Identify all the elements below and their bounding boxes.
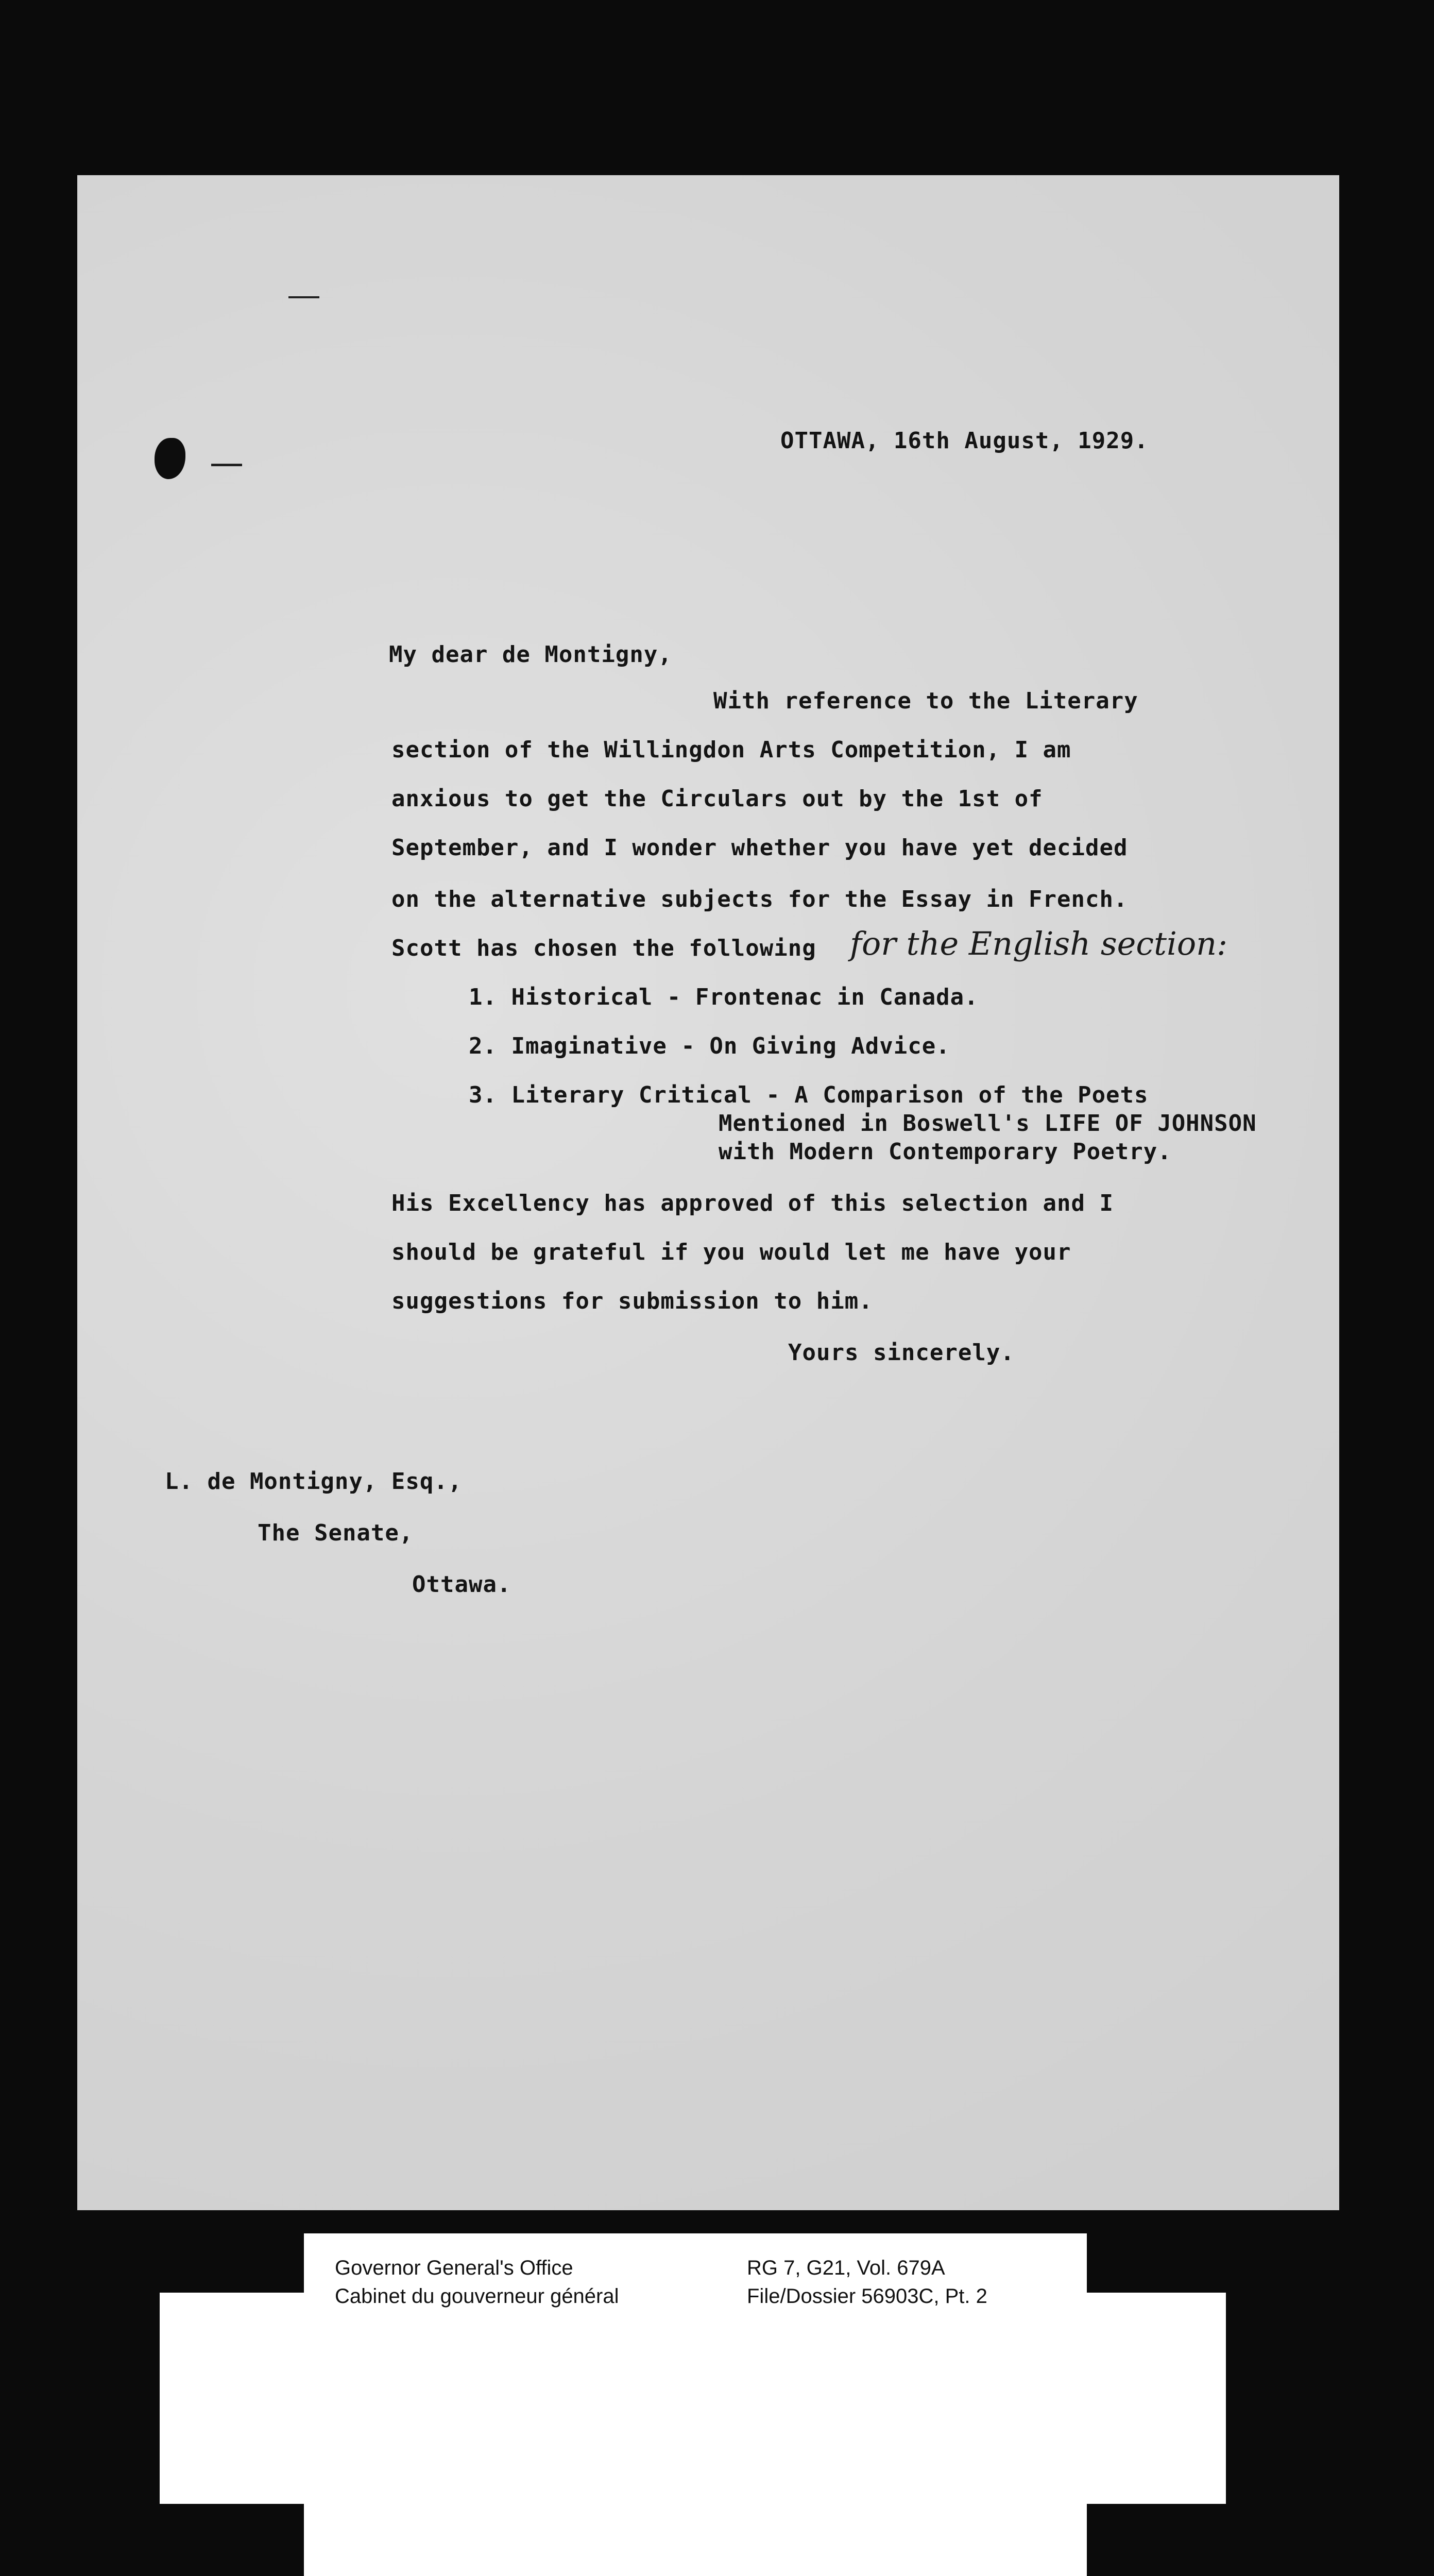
address-line: L. de Montigny, Esq., — [165, 1468, 463, 1495]
list-item: 3. Literary Critical - A Comparison of the Poets — [469, 1082, 1149, 1108]
list-item: 2. Imaginative - On Giving Advice. — [469, 1033, 950, 1059]
ink-blot — [155, 438, 185, 479]
dateline: OTTAWA, 16th August, 1929. — [780, 428, 1149, 454]
body-line: With reference to the Literary — [713, 688, 1138, 714]
salutation: My dear de Montigny, — [389, 641, 672, 668]
body-line: Scott has chosen the following — [391, 935, 816, 961]
address-line: Ottawa. — [412, 1571, 511, 1598]
margin-mark — [288, 296, 319, 298]
closing-line: should be grateful if you would let me have your — [391, 1239, 1071, 1265]
archive-label-tab — [304, 2233, 1087, 2576]
reference-number: RG 7, G21, Vol. 679A — [747, 2257, 945, 2279]
handwritten-insert: for the English section: — [850, 925, 1227, 962]
list-item: 1. Historical - Frontenac in Canada. — [469, 984, 979, 1010]
margin-mark — [211, 464, 242, 466]
body-line: anxious to get the Circulars out by the 1st of — [391, 786, 1043, 812]
list-item-continuation: Mentioned in Boswell's LIFE OF JOHNSON — [719, 1110, 1257, 1137]
office-fr: Cabinet du gouverneur général — [335, 2285, 619, 2308]
closing-line: suggestions for submission to him. — [391, 1288, 873, 1314]
body-line: on the alternative subjects for the Essay in French. — [391, 886, 1128, 912]
file-number: File/Dossier 56903C, Pt. 2 — [747, 2285, 987, 2308]
body-line: section of the Willingdon Arts Competition, I am — [391, 737, 1071, 763]
body-line: September, and I wonder whether you have yet decided — [391, 835, 1128, 861]
address-line: The Senate, — [258, 1520, 414, 1546]
closing-line: His Excellency has approved of this selection and I — [391, 1190, 1114, 1216]
office-en: Governor General's Office — [335, 2257, 573, 2279]
signoff: Yours sincerely. — [788, 1340, 1015, 1366]
letter-page — [77, 175, 1339, 2210]
list-item-continuation: with Modern Contemporary Poetry. — [719, 1139, 1172, 1165]
